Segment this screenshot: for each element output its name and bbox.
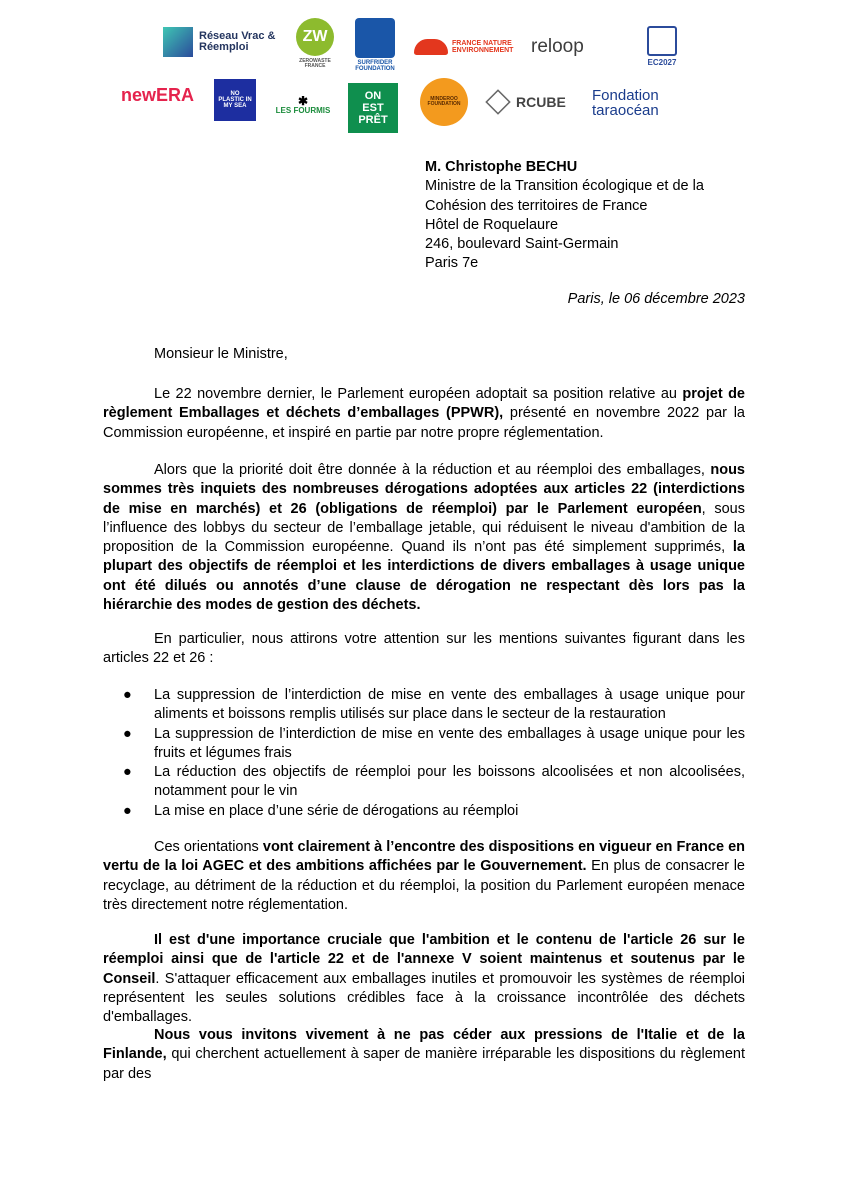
reloop-logo: reloop <box>531 35 584 57</box>
address-line: Ministre de la Transition écologique et de la <box>425 178 704 195</box>
address-line: Hôtel de Roquelaure <box>425 216 559 233</box>
address-line: Cohésion des territoires de France <box>425 197 648 214</box>
tara-ocean-logo: Fondation taraocéan <box>592 87 659 119</box>
no-plastic-logo: NO PLASTIC IN MY SEA <box>214 79 256 121</box>
letter-date: Paris, le 06 décembre 2023 <box>567 291 745 307</box>
paragraph-intro: Le 22 novembre dernier, le Parlement européen adoptait sa position relative au projet de règlement Emballages et déchets d’emballages (PPWR), présenté en novembre 2022 par la Commission européenne, et inspiré en partie par notre propre réglementation. <box>103 386 745 441</box>
cube-icon <box>485 89 510 114</box>
wave-icon <box>355 18 395 58</box>
paragraph-pressures: Nous vous invitons vivement à ne pas céder aux pressions de l'Italie et de la Finlande, qui cherchent actuellement à saper de manière irréparable les dispositions du règlement par des <box>103 1027 745 1082</box>
list-item: ● La suppression de l’interdiction de mise en vente des emballages à usage unique pour aliments et boissons remplis utilisés sur place dans le secteur de la restauration <box>123 687 745 723</box>
list-item: ● La mise en place d’une série de dérogations au réemploi <box>103 802 745 821</box>
fne-logo: FRANCE NATURE ENVIRONNEMENT <box>414 36 516 58</box>
list-item: ● La réduction des objectifs de réemploi pour les boissons alcoolisées et non alcoolisées, notamment pour le vin <box>123 764 745 800</box>
list-item: ● La suppression de l’interdiction de mise en vente des emballages à usage unique pour les fruits et légumes frais <box>123 725 745 761</box>
paragraph-article-26: Il est d'une importance cruciale que l'ambition et le contenu de l'article 26 sur le réemploi ainsi que de l'article 22 et de l'annexe V soient maintenus et soutenus par le Conseil. S'attaquer efficacement aux emballages inutiles et promouvoir les systèmes de réemploi représentent les seules solutions crédibles face à la croissance incontrôlée des déchets d'emballages. <box>103 932 745 1026</box>
bullet-icon: ● <box>123 764 132 781</box>
zero-waste-logo: ZW ZEROWASTE FRANCE <box>294 16 336 70</box>
recipient-address <box>425 158 704 274</box>
address-line: Paris 7e <box>425 255 479 272</box>
surfrider-logo: SURFRIDER FOUNDATION <box>352 16 398 74</box>
address-line: 246, boulevard Saint-Germain <box>425 236 619 253</box>
paragraph-attention: En particulier, nous attirons votre attention sur les mentions suivantes figurant dans les articles 22 et 26 : <box>103 631 745 667</box>
ant-icon: ✱ <box>297 94 309 108</box>
paragraph-agec: Ces orientations vont clairement à l’encontre des dispositions en vigueur en France en vertu de la loi AGEC et des ambitions affichées par le Gouvernement. En plus de consacrer le recyclage, au détriment de la réduction et du réemploi, la position du Parlement européen menace très directement notre réglementation. <box>103 839 745 913</box>
newera-logo: newERA <box>121 85 195 105</box>
reseau-vrac-logo: Réseau Vrac & Réemploi <box>163 26 278 58</box>
rcube-logo: RCUBE <box>486 88 574 116</box>
ec2027-logo: EC2027 <box>641 22 683 70</box>
bullet-icon: ● <box>123 802 132 819</box>
recipient-name: M. Christophe BECHU <box>425 159 578 175</box>
bullet-icon: ● <box>123 687 132 703</box>
bullet-icon: ● <box>123 725 132 742</box>
hedgehog-icon <box>414 39 448 55</box>
reseau-vrac-mark-icon <box>163 27 193 57</box>
les-fourmis-logo: ✱ LES FOURMIS <box>275 94 331 115</box>
paragraph-concerns: Alors que la priorité doit être donnée à la réduction et au réemploi des emballages, nous sommes très inquiets des nombreuses dérogations adoptées aux articles 22 (interdictions de mise en marchés) et 26 (obligations de réemploi) par le Parlement européen, sous l’influence des lobbys du secteur de l’emballage jetable, qui réduisent le niveau d'ambition de la proposition de la Commission européenne. Quand ils n’ont pas été simplement supprimés, la plupart des objectifs de réemploi et les interdictions de divers emballages à usage unique ont été dilués ou annotés d’une clause de dérogation ne respectant dès lors pas la hiérarchie des modes de gestion des déchets. <box>103 462 745 614</box>
salutation: Monsieur le Ministre, <box>154 346 288 362</box>
bullet-list <box>103 686 745 821</box>
minderoo-logo: MINDEROO FOUNDATION <box>420 78 468 126</box>
on-est-pret-logo: ON EST PRÊT <box>348 83 398 133</box>
ec2027-mark-icon <box>647 26 677 56</box>
